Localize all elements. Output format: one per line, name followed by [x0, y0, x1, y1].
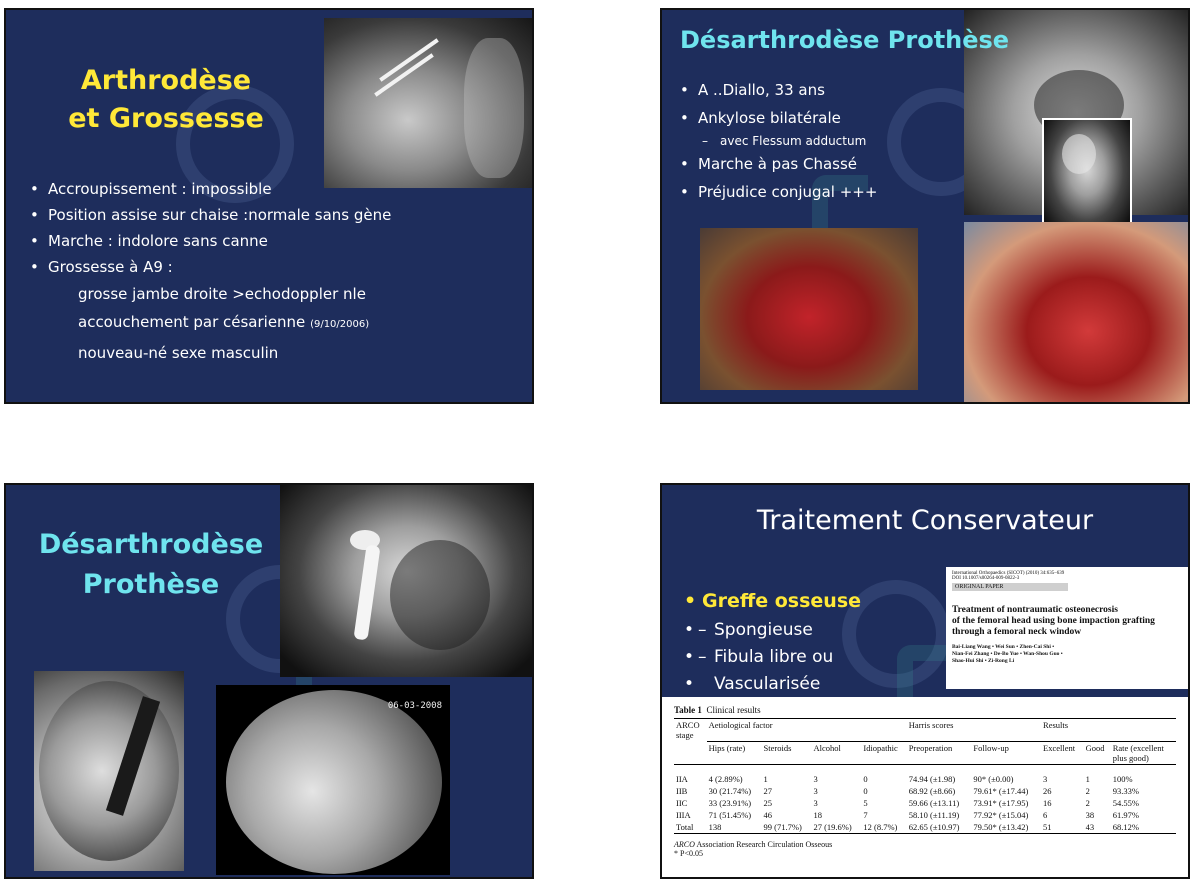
- table-caption-label: Table 1: [674, 705, 702, 715]
- dash-item: – avec Flessum adductum: [680, 132, 970, 150]
- bullet-item: • A ..Diallo, 33 ans: [680, 76, 970, 104]
- author-line: Shao-Hui Shi • Zi-Rong Li: [952, 658, 1015, 664]
- surgery-photo-1: [700, 228, 918, 390]
- dash-item: • – Fibula libre ou: [684, 644, 944, 671]
- footnote-text: Association Research Circulation Osseous: [694, 839, 833, 849]
- title-line-2: Prothèse: [82, 569, 220, 600]
- dash-text: Vascularisée: [714, 674, 821, 694]
- hip-xray-inset: [1042, 118, 1132, 232]
- slide-desarthrodese-case: [660, 8, 1190, 404]
- table-row: IIC 33 (23.91%) 25 3 5 59.66 (±13.11) 73.91* (±17.95) 16 2 54.55%: [676, 797, 1139, 808]
- bullet-item: • Marche à pas Chassé: [680, 150, 970, 178]
- pelvis-xray-image: [324, 18, 534, 188]
- title-line-1: Arthrodèse: [80, 65, 252, 96]
- bullet-item: • Position assise sur chaise :normale sans gène: [30, 202, 530, 228]
- slide-arthrodese-grossesse: [4, 8, 534, 404]
- author-line: Bai-Liang Wang • Wei Sun • Zhen-Cai Shi •: [952, 644, 1055, 650]
- sub-line-text: accouchement par césarienne: [78, 313, 311, 331]
- paper-title: [952, 605, 1182, 638]
- bullet-item: [684, 585, 944, 617]
- col-header: Rate (excellent plus good): [1111, 741, 1176, 764]
- paper-label: ORIGINAL PAPER: [952, 583, 1068, 591]
- journal-ref: International Orthopaedics (SICOT) (2010) 34:635–639: [952, 571, 1065, 576]
- xray-date-label: 06-03-2008: [387, 701, 442, 711]
- table-footnote: [674, 840, 1176, 849]
- footnote-abbr: ARCO: [674, 839, 695, 849]
- col-group-header: Aetiological factor: [707, 719, 907, 742]
- col-header: Preoperation: [907, 741, 972, 764]
- sub-line-text: nouveau-né sexe masculin: [78, 344, 279, 362]
- title-line-2: et Grossesse: [68, 103, 264, 134]
- doi-ref: DOI 10.1007/s00264-009-0822-3: [952, 576, 1020, 581]
- col-group-header: Harris scores: [907, 719, 1041, 742]
- table-caption-text: Clinical results: [706, 705, 761, 715]
- table-subheader-row: [674, 741, 1176, 764]
- prosthesis-xray-image: [280, 485, 534, 677]
- table-row: IIIA 71 (51.45%) 46 18 7 58.10 (±11.19) 77.92* (±15.04) 6 38 61.97%: [676, 809, 1139, 820]
- bullet-item: • Marche : indolore sans canne: [30, 228, 530, 254]
- bullet-item: • Grossesse à A9 :: [30, 254, 530, 280]
- slide-title: [36, 62, 296, 138]
- col-header: Alcohol: [811, 741, 861, 764]
- sub-line: [30, 308, 530, 339]
- slide-title: Désarthrodèse Prothèse: [680, 26, 1010, 54]
- bullet-list: [684, 585, 944, 698]
- col-header: ARCO stage: [674, 719, 707, 742]
- col-header: Steroids: [762, 741, 812, 764]
- dash-text: Fibula libre ou: [714, 647, 834, 667]
- col-group-header: Results: [1041, 719, 1176, 742]
- author-line: Nian-Fei Zhang • De-Bo Yue • Wan-Shou Guo •: [952, 651, 1063, 657]
- clinical-results-table: [674, 718, 1176, 834]
- title-line-1: Désarthrodèse: [38, 529, 264, 560]
- table-caption: [674, 705, 1176, 715]
- sub-line: [30, 339, 530, 367]
- col-header: Excellent: [1041, 741, 1084, 764]
- table-header-row: [674, 719, 1176, 742]
- slide-title: Traitement Conservateur: [756, 505, 1094, 536]
- surgery-photo-2: [964, 222, 1190, 404]
- clinical-results-table-clip: [662, 697, 1188, 877]
- paper-title-line: through a femoral neck window: [952, 627, 1082, 637]
- col-header: Good: [1084, 741, 1111, 764]
- dash-item: • – Spongieuse: [684, 617, 944, 644]
- slide-title: [26, 525, 276, 605]
- paper-authors: [952, 644, 1182, 665]
- paper-header-clip: [946, 567, 1188, 689]
- fluoroscopy-image-1: [34, 671, 184, 871]
- bullet-text: Greffe osseuse: [702, 590, 862, 612]
- sub-line-text: grosse jambe droite >echodoppler nle: [78, 285, 366, 303]
- slide-traitement-conservateur: [660, 483, 1190, 879]
- table-row: IIB 30 (21.74%) 27 3 0 68.92 (±8.66) 79.61* (±17.44) 26 2 93.33%: [676, 785, 1139, 796]
- bullet-list: [680, 76, 970, 206]
- col-header: Idiopathic: [861, 741, 906, 764]
- sub-line: [30, 280, 530, 308]
- dash-continuation: [684, 671, 944, 698]
- bullet-item: • Accroupissement : impossible: [30, 176, 530, 202]
- table-row-total: Total 138 99 (71.7%) 27 (19.6%) 12 (8.7%) 62.65 (±10.97) 79.50* (±13.42) 51 43 68.12%: [674, 821, 1176, 834]
- bullet-item: • Préjudice conjugal +++: [680, 178, 970, 206]
- col-header: Follow-up: [971, 741, 1041, 764]
- sub-line-date: (9/10/2006): [310, 319, 370, 330]
- bullet-item: • Ankylose bilatérale: [680, 104, 970, 132]
- paper-title-line: of the femoral head using bone impaction grafting: [952, 616, 1155, 626]
- bullet-list: [30, 176, 530, 367]
- fluoroscopy-image-2: [216, 685, 450, 875]
- table-row: IIA 4 (2.89%) 1 3 0 74.94 (±1.98) 90* (±0.00) 3 1 100%: [676, 773, 1133, 784]
- dash-text: Spongieuse: [714, 620, 813, 640]
- col-header: Hips (rate): [707, 741, 762, 764]
- paper-title-line: Treatment of nontraumatic osteonecrosis: [952, 605, 1118, 615]
- table-footnote: * P<0.05: [674, 848, 703, 858]
- slide-desarthrodese-prothese: [4, 483, 534, 879]
